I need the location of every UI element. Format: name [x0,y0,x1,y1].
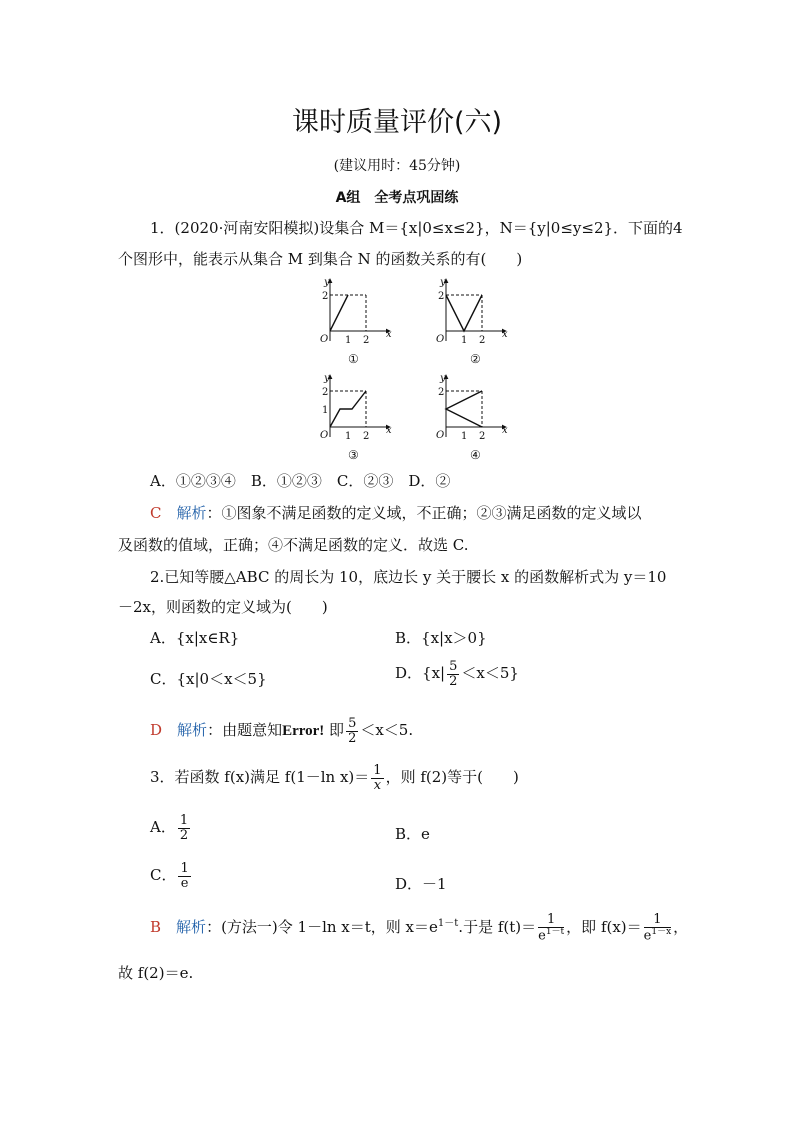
q3-a-fraction [178,814,190,842]
q2-option-b: B．{x|x＞0} [395,629,487,647]
g2-tick-2: 2 [479,335,486,346]
q3-stem-pre: 3．若函数 f(x)满足 f(1－ln x)＝ [150,768,370,787]
q1-graphs [300,275,530,465]
g3-tick-1-y: 1 [322,405,329,416]
group-heading: A组 全考点巩固练 [335,190,459,206]
q3-stem-num: 1 [373,763,382,778]
g1-tick-2: 2 [363,335,370,346]
q2-option-d [395,660,519,688]
q3-a-prefix: A． [150,818,176,837]
graph-2 [446,279,506,341]
g1-tick-1: 1 [345,335,352,346]
g2-tick-1: 1 [461,335,468,346]
graph-4 [446,375,506,437]
q1-stem-line2: 个图形中，能表示从集合 M 到集合 N 的函数关系的有( ) [118,250,523,268]
q3-option-c [150,862,193,890]
g1-tick-2-y: 2 [322,291,329,302]
g3-tick-2-y: 2 [322,387,329,398]
q3-analysis [150,913,688,943]
q3-analysis-mid1: .于是 f(t)＝ [458,917,537,936]
q3-stem-den: x [373,777,382,793]
g4-tick-2: 2 [479,431,486,442]
q3-f1-num: 1 [538,913,564,928]
q3-f2-den: e [643,927,652,943]
g2-x-label: x [502,329,508,340]
q3-final: 故 f(2)＝e. [118,964,194,982]
q3-analysis-pre: ：(方法一)令 1－ln x＝t，则 x＝e [206,917,438,936]
q3-analysis-end: ， [673,917,689,936]
q3-stem-fraction [371,764,383,792]
q2-answer: D [150,721,163,740]
g2-y-label: y [440,277,446,288]
g2-origin: O [436,334,445,345]
q3-f1-sup: 1－t [545,926,565,937]
q3-f2-num: 1 [644,913,672,928]
q2-option-a: A．{x|x∈R} [150,629,240,647]
q2-analysis [150,717,413,745]
q3-option-b: B．e [395,825,430,843]
graph-3 [330,375,390,437]
q3-analysis-mid2: ，即 f(x)＝ [566,917,642,936]
g1-x-label: x [386,329,392,340]
g3-x-label: x [386,425,392,436]
g1-caption: ① [348,352,359,366]
q1-analysis-line2: 及函数的值域，正确；④不满足函数的定义．故选 C. [118,536,469,554]
q3-f2-sup: 1－x [651,926,672,937]
g3-origin: O [320,430,329,441]
q2-d-fraction [447,660,459,688]
q2-analysis-num: 5 [348,716,357,731]
q3-stem-post: ，则 f(2)等于( ) [385,768,519,787]
q1-answer: C [150,504,162,522]
suggested-time: (建议用时：45分钟) [333,158,461,174]
q3-c-fraction [178,862,190,890]
q3-stem [150,764,519,792]
q3-f1-den: e [538,927,546,943]
g4-tick-1: 1 [461,431,468,442]
q2-stem-line1: 2.已知等腰△ABC 的周长为 10，底边长 y 关于腰长 x 的函数解析式为 y＝10 [150,568,667,586]
q2-stem-line2: －2x，则函数的定义域为( ) [118,598,328,616]
q1-options: A．①②③④ B．①②③ C．②③ D．② [150,472,451,490]
g1-origin: O [320,334,329,345]
q3-option-d: D．－1 [395,875,447,893]
g3-tick-1: 1 [345,431,352,442]
q3-c-den: e [180,875,189,891]
q2-d-post: ＜x＜5} [461,664,519,683]
g4-origin: O [436,430,445,441]
q3-option-a [150,814,192,842]
q2-analysis-den: 2 [348,730,357,746]
q1-stem-line1: 1．(2020·河南安阳模拟)设集合 M＝{x|0≤x≤2}，N＝{y|0≤y≤2}．下面的4 [150,219,683,237]
q3-a-num: 1 [179,813,189,828]
q2-analysis-fraction [346,717,358,745]
g4-tick-2-y: 2 [438,387,445,398]
graph-1 [330,279,390,341]
q3-c-prefix: C． [150,866,177,885]
q3-answer: B [150,917,162,936]
q2-analysis-post: ＜x＜5. [360,721,414,740]
g2-caption: ② [470,352,481,366]
q3-f2-fraction [644,913,672,943]
q2-option-c: C．{x|0＜x＜5} [150,670,267,688]
g4-x-label: x [502,425,508,436]
q2-d-num: 5 [449,659,458,674]
g3-tick-2: 2 [363,431,370,442]
q1-analysis-line1 [150,502,642,523]
q3-analysis-sup: 1－t [437,917,459,929]
q2-d-den: 2 [449,673,458,689]
g1-y-label: y [324,277,330,288]
q2-d-prefix: D． [395,664,423,683]
q2-analysis-label: 解析 [177,721,208,740]
g3-caption: ③ [348,448,359,462]
q1-analysis-label: 解析 [176,504,207,522]
q3-a-den: 2 [179,827,189,843]
q2-analysis-pre: ：由题意知 [207,721,283,740]
page-title: 课时质量评价(六) [291,107,503,138]
q1-analysis-text1: ：①图象不满足函数的定义域，不正确；②③满足函数的定义域以 [206,504,642,522]
q3-c-num: 1 [180,861,189,876]
q2-analysis-mid: 即 [324,721,345,740]
q2-error-text: Error! [282,723,325,740]
q2-d-set: {x| [422,664,446,683]
g2-tick-2-y: 2 [438,291,445,302]
q3-f1-fraction [538,913,564,943]
g3-y-label: y [324,373,330,384]
q3-analysis-label: 解析 [176,917,207,936]
g4-y-label: y [440,373,446,384]
g4-caption: ④ [470,448,481,462]
